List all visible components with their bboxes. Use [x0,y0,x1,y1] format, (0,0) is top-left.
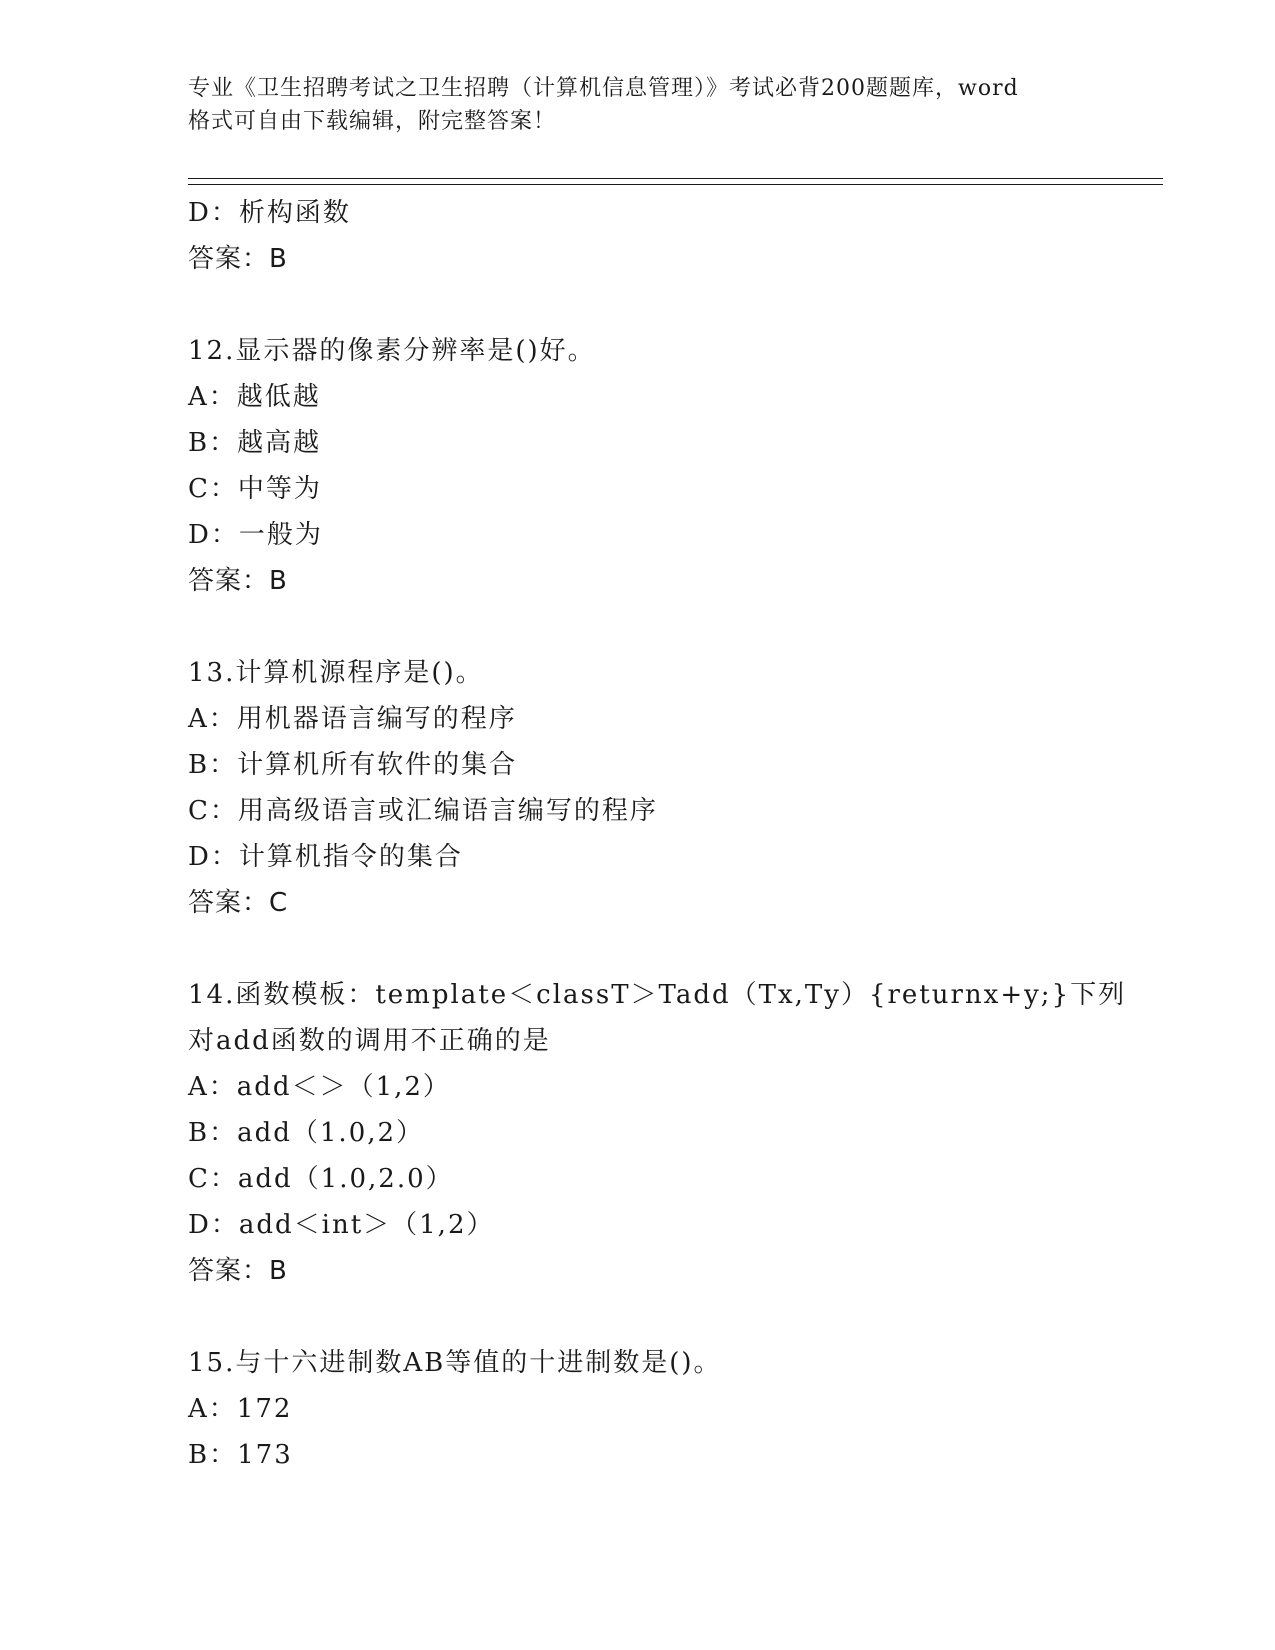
option-c: C：中等为 [188,474,322,504]
option-d: D：计算机指令的集合 [188,842,463,872]
option-a: A：172 [188,1394,293,1424]
option-a: A：越低越 [188,382,321,412]
spacer [188,604,1148,650]
document-header [188,72,1088,138]
question-15 [188,1340,1148,1478]
question-12 [188,328,1148,604]
header-divider-top [188,178,1163,179]
option-b: B：计算机所有软件的集合 [188,750,518,780]
option-b: B：越高越 [188,428,322,458]
option-b: B：173 [188,1440,293,1470]
question-stem-line-2: 对add函数的调用不正确的是 [188,1026,551,1056]
option-a: A：用机器语言编写的程序 [188,704,517,734]
answer-line: 答案：B [188,1256,288,1286]
option-d: D：析构函数 [188,198,351,228]
question-fragment [188,190,1148,282]
spacer [188,926,1148,972]
spacer [188,1294,1148,1340]
answer-line: 答案：B [188,566,288,596]
spacer [188,282,1148,328]
header-title-line-2: 格式可自由下载编辑，附完整答案！ [188,109,557,134]
option-a: A：add＜＞（1,2） [188,1072,451,1102]
question-14 [188,972,1148,1294]
option-b: B：add（1.0,2） [188,1118,425,1148]
answer-line: 答案：C [188,888,289,918]
option-d: D：一般为 [188,520,323,550]
option-d: D：add＜int＞（1,2） [188,1210,495,1240]
question-stem: 15.与十六进制数AB等值的十进制数是()。 [188,1348,722,1378]
question-stem: 13.计算机源程序是()。 [188,658,484,688]
question-13 [188,650,1148,926]
question-stem: 12.显示器的像素分辨率是()好。 [188,336,596,366]
question-stem-line-1: 14.函数模板：template＜classT＞Tadd（Tx,Ty）{returnx+y;}下列 [188,980,1127,1010]
option-c: C：用高级语言或汇编语言编写的程序 [188,796,658,826]
question-list [188,190,1148,1478]
header-divider-bottom [188,184,1163,185]
header-title-line-1: 专业《卫生招聘考试之卫生招聘（计算机信息管理）》考试必背200题题库，word [188,76,1019,101]
option-c: C：add（1.0,2.0） [188,1164,454,1194]
answer-line: 答案：B [188,244,288,274]
